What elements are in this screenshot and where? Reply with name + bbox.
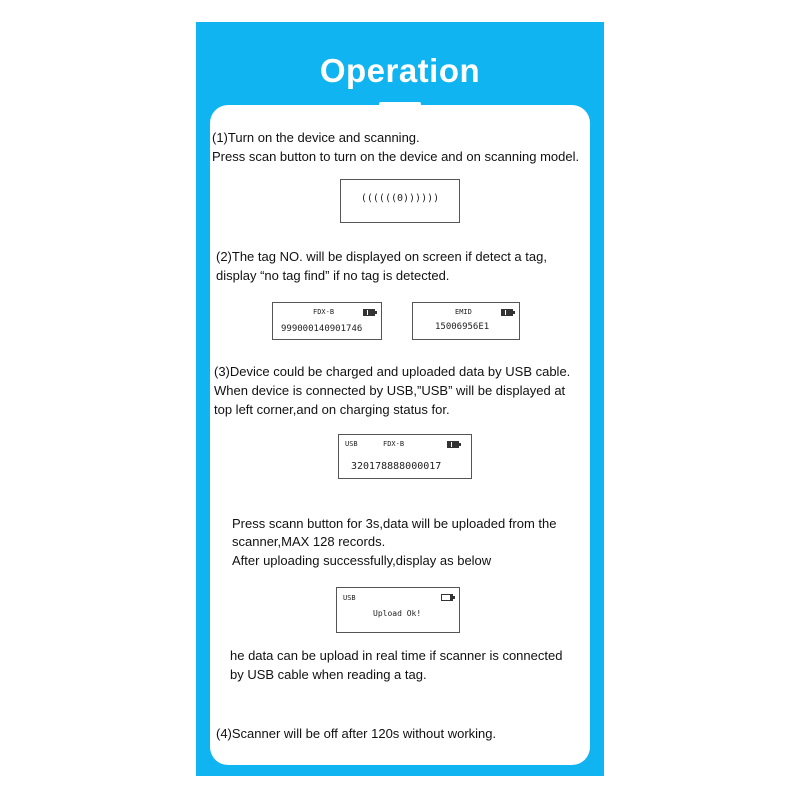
battery-icon [501, 309, 513, 316]
emid-type-label: EMID [455, 308, 472, 316]
lcd-emid-screen [412, 302, 520, 340]
battery-icon [441, 594, 453, 601]
fdxb-type-label: FDX-B [313, 308, 335, 316]
battery-icon [363, 309, 375, 316]
fdxb-tag-number: 999000140901746 [281, 324, 363, 334]
realtime-upload-line1: he data can be upload in real time if scanner is connected [230, 648, 563, 663]
upload-instruction-line2: scanner,MAX 128 records. [232, 534, 386, 549]
operation-panel [196, 22, 604, 776]
realtime-upload-line2: by USB cable when reading a tag. [230, 667, 427, 682]
step2-text: display “no tag find” if no tag is detected. [216, 268, 450, 283]
step4-text: (4)Scanner will be off after 120s without working. [216, 726, 497, 741]
step3-text-line1: When device is connected by USB,”USB” will be displayed at [214, 383, 566, 398]
step3-heading: (3)Device could be charged and uploaded data by USB cable. [214, 364, 571, 379]
usb-tag-number: 320178888000017 [351, 461, 442, 472]
lcd-upload-screen [336, 587, 460, 633]
usb-label: USB [345, 440, 358, 448]
battery-icon [447, 441, 459, 448]
lcd-fdxb-screen [272, 302, 382, 340]
upload-status-message: Upload Ok! [373, 609, 422, 618]
page-title: Operation [319, 52, 481, 89]
step2-heading: (2)The tag NO. will be displayed on screen if detect a tag, [216, 249, 547, 264]
emid-tag-number: 15006956E1 [435, 322, 490, 332]
lcd-usb-screen [338, 434, 472, 479]
instructions-card [210, 105, 590, 765]
upload-usb-label: USB [343, 594, 356, 602]
upload-instruction-line1: Press scann button for 3s,data will be uploaded from the [232, 516, 557, 531]
lcd-scanning-screen [340, 179, 460, 223]
step1-heading: (1)Turn on the device and scanning. [212, 130, 420, 145]
upload-instruction-line3: After uploading successfully,display as below [232, 553, 492, 568]
usb-type-label: FDX-B [383, 440, 405, 448]
step1-text: Press scan button to turn on the device and on scanning model. [212, 149, 580, 164]
scanning-indicator: ((((((0)))))) [360, 193, 440, 204]
step3-text-line2: top left corner,and on charging status for. [214, 402, 450, 417]
